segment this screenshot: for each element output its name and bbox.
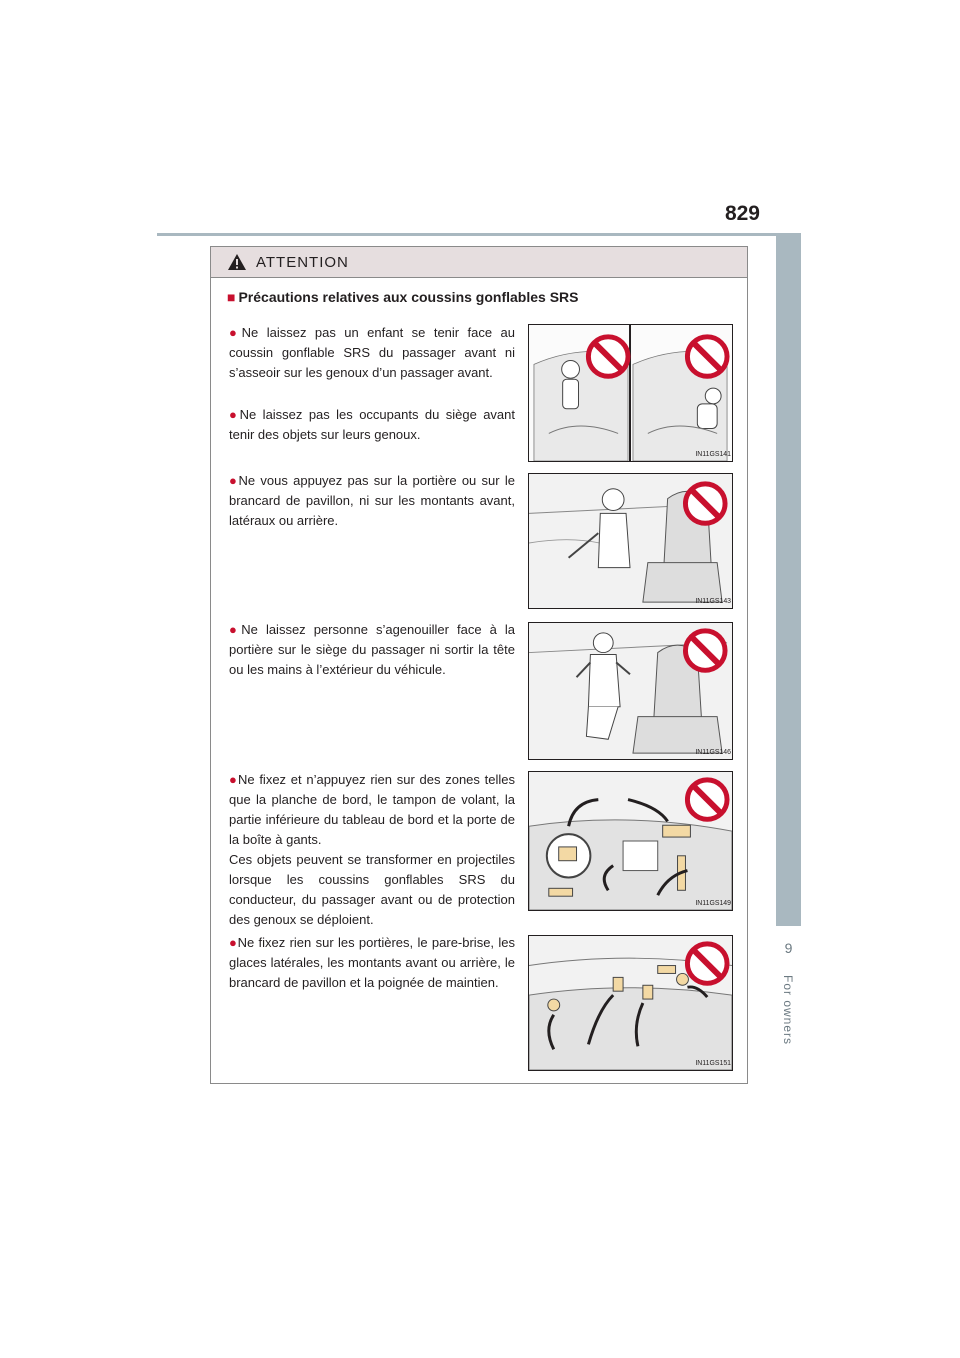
prohibition-icon xyxy=(687,944,727,983)
list-item xyxy=(229,620,515,680)
list-item xyxy=(229,471,515,531)
list-item xyxy=(229,770,515,930)
illustration-cabin-objects xyxy=(528,935,733,1071)
illustration-dashboard-objects xyxy=(528,771,733,911)
prohibition-icon xyxy=(685,484,725,523)
illustration-code: IN11GS149 xyxy=(695,900,732,908)
warning-triangle-icon xyxy=(227,253,247,271)
bullet-dot-icon: ● xyxy=(229,772,238,787)
bullet-dot-icon: ● xyxy=(229,325,242,340)
bullet-dot-icon: ● xyxy=(229,407,240,422)
item-text: Ne vous appuyez pas sur la portière ou sur le brancard de pavillon, ni sur les montants avant, latéraux ou arrière. xyxy=(229,473,515,528)
list-item xyxy=(229,933,515,993)
prohibition-icon xyxy=(687,337,727,376)
prohibition-icon xyxy=(588,337,628,376)
item-text: Ne laissez pas un enfant se tenir face au coussin gonflable SRS du passager avant ni s’asseoir sur les genoux d’un passager avant. xyxy=(229,325,515,380)
prohibition-icon xyxy=(687,780,727,819)
caution-box xyxy=(210,246,748,1084)
chapter-label: For owners xyxy=(781,974,795,1046)
item-text: Ne fixez rien sur les portières, le pare-brise, les glaces latérales, les montants avant ou arrière, le brancard de pavillon et la poignée de maintien. xyxy=(229,935,515,990)
section-title xyxy=(227,289,578,305)
caution-header xyxy=(211,247,747,278)
chapter-number: 9 xyxy=(784,940,793,956)
illustration-code: IN11GS151 xyxy=(695,1060,732,1068)
illustration-code: IN11GS146 xyxy=(695,749,732,757)
list-item xyxy=(229,405,515,445)
section-title-text: Précautions relatives aux coussins gonflables SRS xyxy=(238,289,579,305)
item-text: Ne fixez et n’appuyez rien sur des zones telles que la planche de bord, le tampon de volant, la partie inférieure du tableau de bord et la porte de la boîte à gants. xyxy=(229,772,515,847)
illustration-leaning-door xyxy=(528,473,733,609)
illustration-code: IN11GS141 xyxy=(695,451,732,459)
illustration-child-front-seat xyxy=(528,324,733,462)
header-rule xyxy=(157,233,801,236)
list-item xyxy=(229,323,515,383)
page-number: 829 xyxy=(724,202,760,225)
bullet-dot-icon: ● xyxy=(229,473,239,488)
square-bullet-icon: ■ xyxy=(227,289,236,305)
bullet-dot-icon: ● xyxy=(229,622,242,637)
chapter-tab xyxy=(776,236,801,926)
illustration-code: IN11GS143 xyxy=(695,598,732,606)
item-text: Ne laissez personne s’agenouiller face à la portière sur le siège du passager ni sortir la tête ou les mains à l’extérieur du véhicule. xyxy=(229,622,515,677)
illustration-kneeling-passenger xyxy=(528,622,733,760)
item-continuation: Ces objets peuvent se transformer en projectiles lorsque les coussins gonflables SRS du conducteur, du passager avant ou de protection des genoux se déploient. xyxy=(229,852,515,927)
caution-title: ATTENTION xyxy=(256,253,349,271)
bullet-dot-icon: ● xyxy=(229,935,238,950)
prohibition-icon xyxy=(685,631,725,670)
item-text: Ne laissez pas les occupants du siège avant tenir des objets sur leurs genoux. xyxy=(229,407,515,442)
